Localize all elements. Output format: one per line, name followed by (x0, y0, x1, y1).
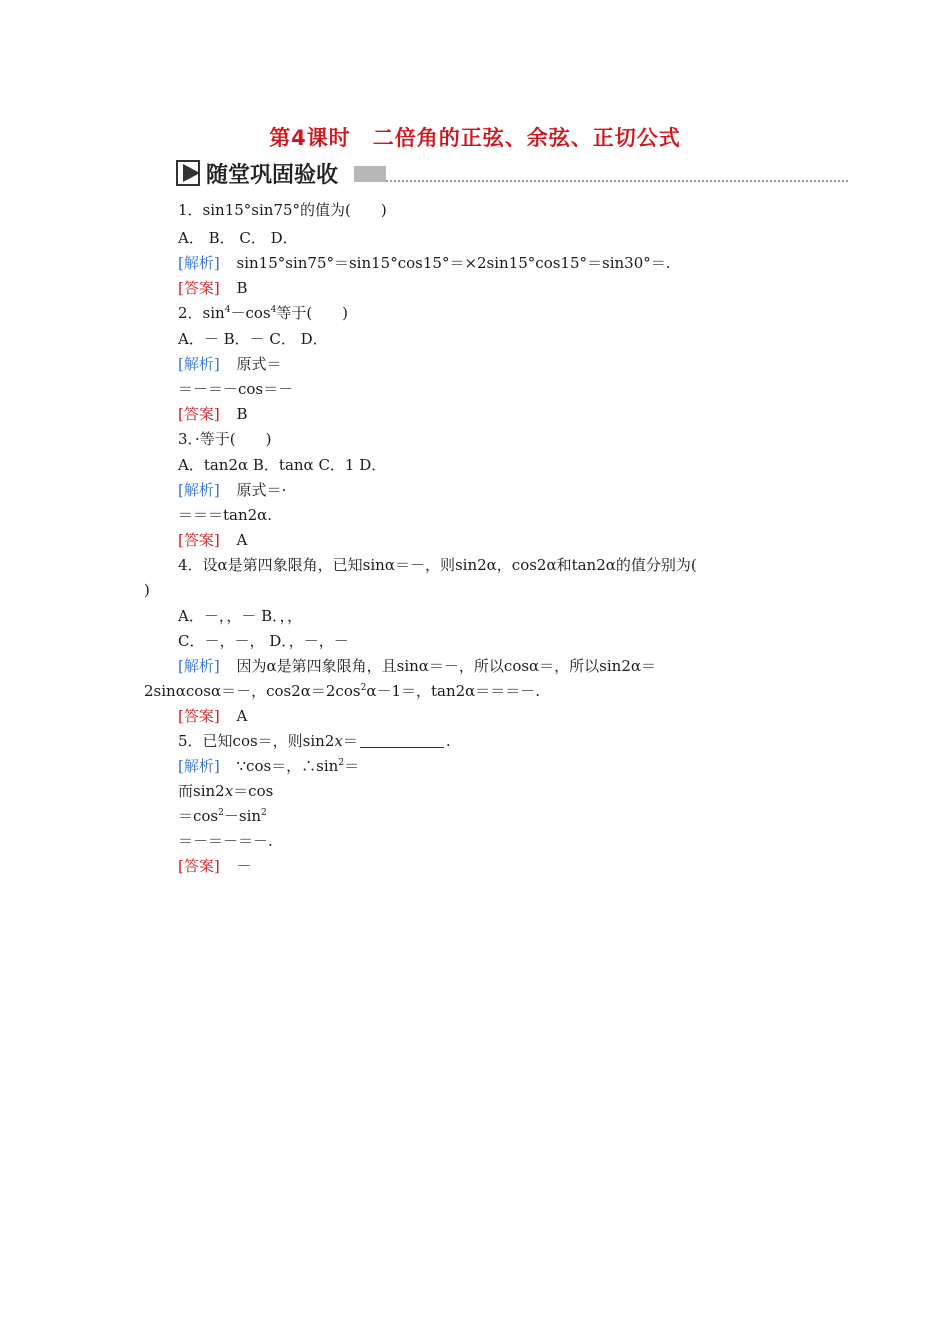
q5-answer (178, 856, 252, 876)
q4-step1-b: α－1＝，tan2α＝＝＝－. (366, 682, 541, 700)
q5-step1-x: x (224, 782, 234, 800)
q5-step2-sup2: 2 (261, 808, 267, 818)
q2-stem-sup1: 4 (224, 305, 231, 315)
q4-options-2: C．－，－， D．，－，－ (178, 632, 349, 650)
q5-analysis-b: ＝ (344, 757, 360, 775)
q4-step1-sup: 2 (360, 683, 367, 693)
q3-step1: ＝＝＝tan2α. (178, 506, 273, 524)
q5-step1-b: ＝cos (233, 782, 274, 800)
q1-stem: 1．sin15°sin75°的值为( ) (178, 201, 387, 219)
q4-step1 (144, 681, 540, 701)
q5-step2 (178, 806, 267, 826)
q2-analysis-text: 原式＝ (236, 355, 282, 373)
answer-blank (360, 733, 444, 748)
q5-step2-sup1: 2 (218, 808, 224, 818)
analysis-tag: [解析] (178, 657, 220, 675)
q4-stem: 4．设α是第四象限角，已知sinα＝－，则sin2α，cos2α和tan2α的值分别为( (178, 556, 697, 574)
q5-analysis-sup: 2 (338, 758, 345, 768)
analysis-tag: [解析] (178, 481, 220, 499)
q3-analysis (178, 480, 286, 500)
section-divider (386, 180, 848, 182)
q2-stem-sup2: 4 (270, 305, 277, 315)
q1-analysis (178, 253, 671, 273)
q2-step1: ＝－＝－cos＝－ (178, 380, 294, 398)
q5-step1-a: 而sin2 (178, 782, 225, 800)
q4-answer (178, 706, 247, 726)
lesson-title: 第4课时 二倍角的正弦、余弦、正切公式 (269, 126, 681, 150)
q5-stem-x: x (334, 732, 343, 750)
section-label: 随堂巩固验收 (206, 163, 339, 188)
q1-answer-text: B (236, 279, 248, 297)
q4-step1-a: 2sinαcosα＝－，cos2α＝2cos (144, 682, 361, 700)
q5-stem (178, 731, 451, 751)
q1-options: A． B． C． D． (178, 229, 298, 247)
q2-stem-b: －cos (230, 304, 271, 322)
section-header (176, 156, 848, 188)
answer-tag: [答案] (178, 857, 220, 875)
q5-stem-a: 5．已知cos＝，则sin2 (178, 732, 335, 750)
q4-answer-text: A (236, 707, 248, 725)
q5-stem-c: . (445, 732, 451, 750)
q4-analysis (178, 656, 656, 676)
q5-stem-b: ＝ (342, 732, 358, 750)
q3-stem: 3．·等于( ) (178, 430, 272, 448)
q2-stem (178, 303, 348, 323)
q2-answer-text: B (236, 405, 248, 423)
q3-options: A．tan2α B．tanα C．1 D． (178, 456, 387, 474)
section-bar (354, 166, 386, 182)
q3-answer-text: A (236, 531, 248, 549)
q5-step1 (178, 781, 273, 801)
analysis-tag: [解析] (178, 757, 220, 775)
q5-step2-b: －sin (223, 807, 262, 825)
answer-tag: [答案] (178, 531, 220, 549)
answer-tag: [答案] (178, 405, 220, 423)
analysis-tag: [解析] (178, 254, 220, 272)
answer-tag: [答案] (178, 707, 220, 725)
q5-analysis-a: ∵cos＝，∴sin (236, 757, 339, 775)
q5-step2-a: ＝cos (178, 807, 219, 825)
q1-analysis-text: sin15°sin75°＝sin15°cos15°＝×2sin15°cos15°＝sin30°＝. (236, 254, 671, 272)
q2-options: A．－ B．－ C． D． (178, 330, 328, 348)
q4-options-1: A．－，，－ B．，， (178, 607, 303, 625)
q5-answer-text: － (236, 857, 252, 875)
answer-tag: [答案] (178, 279, 220, 297)
q5-analysis (178, 756, 359, 776)
q2-answer (178, 404, 248, 424)
q2-analysis (178, 354, 282, 374)
analysis-tag: [解析] (178, 355, 220, 373)
q5-analysis-text (237, 757, 360, 775)
q5-step3: ＝－＝－＝－. (178, 832, 273, 850)
q1-answer (178, 278, 248, 298)
q3-analysis-text: 原式＝· (236, 481, 287, 499)
play-arrow-icon (176, 160, 202, 186)
q2-stem-a: 2．sin (178, 304, 225, 322)
q3-answer (178, 530, 247, 550)
q2-stem-c: 等于( ) (276, 304, 349, 322)
q4-analysis-text: 因为α是第四象限角，且sinα＝－，所以cosα＝，所以sin2α＝ (236, 657, 657, 675)
q4-stem-end: ) (144, 581, 150, 599)
